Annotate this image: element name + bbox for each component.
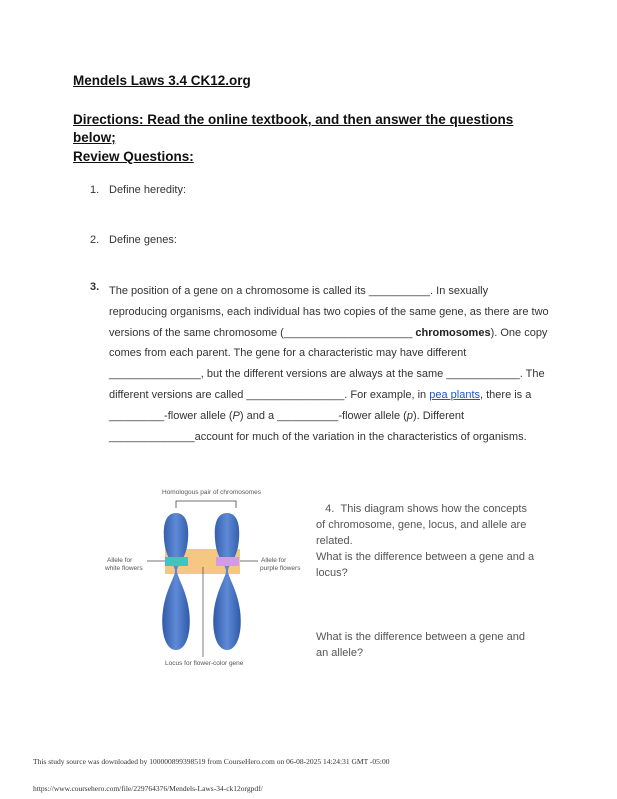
q4-intro-text: This diagram shows how the concepts of chromosome, gene, locus, and allele are related. <box>316 503 527 547</box>
q3-italic-allele: p <box>406 409 413 422</box>
allele-purple-flowers <box>216 557 239 566</box>
question-number: 1. <box>90 184 100 196</box>
q4-intro <box>316 501 536 549</box>
q3-text-part: ). One copy comes from each parent. The gene for a characteristic may have different _______________, but the different versions are always at the same ____________. The different versions are called ________________. For example, in <box>109 326 548 401</box>
footer-url: https://www.coursehero.com/file/229764376/Mendels-Laws-34-ck12orgpdf/ <box>33 784 263 793</box>
q3-italic-allele: P <box>232 409 240 422</box>
q4-question-a: What is the difference between a gene and a locus? <box>316 551 535 579</box>
q4-question-b: What is the difference between a gene and an allele? <box>316 631 525 659</box>
question-text <box>109 281 549 447</box>
question-number: 2. <box>90 234 100 246</box>
pea-plants-link[interactable]: pea plants <box>429 388 480 401</box>
question-text: Define heredity: <box>109 184 187 196</box>
directions-heading: Directions: Read the online textbook, and then answer the questions below; <box>73 112 514 145</box>
homologous-bracket <box>176 501 236 508</box>
question-number: 4. <box>325 503 335 515</box>
review-questions-heading: Review Questions: <box>73 149 194 164</box>
right-label-line2: purple flowers <box>260 565 301 572</box>
question-4 <box>316 501 536 661</box>
q3-text-part: ) and a __________-flower allele ( <box>239 409 407 422</box>
left-label-line2: white flowers <box>105 565 143 572</box>
footer-source-note: This study source was downloaded by 100000899398519 from CourseHero.com on 06-08-2025 14:24:31 GMT -05:00 <box>33 757 390 766</box>
diagram-top-label: Homologous pair of chromosomes <box>162 489 261 496</box>
right-chromosome <box>213 513 241 650</box>
right-label-line1: Allele for <box>261 557 287 564</box>
left-label-line1: Allele for <box>107 557 133 564</box>
chromosome-diagram <box>104 485 301 670</box>
q3-text-part: ). Different ______________account for much of the variation in the characteristics of organisms. <box>109 409 527 443</box>
question-text: Define genes: <box>109 234 177 246</box>
left-chromosome <box>162 513 190 650</box>
q3-text-part: , there is a _________-flower allele ( <box>109 388 532 422</box>
q3-text-part: The position of a gene on a chromosome is called its __________. In sexually reproducing organisms, each individual has two copies of the same gene, as there are two versions of the same chromosome (_____________________ <box>109 285 549 339</box>
page-title: Mendels Laws 3.4 CK12.org <box>73 73 251 88</box>
question-number: 3. <box>90 281 100 293</box>
q3-bold-term: chromosomes <box>415 326 491 339</box>
diagram-bottom-label: Locus for flower-color gene <box>165 660 244 667</box>
allele-white-flowers <box>165 557 188 566</box>
